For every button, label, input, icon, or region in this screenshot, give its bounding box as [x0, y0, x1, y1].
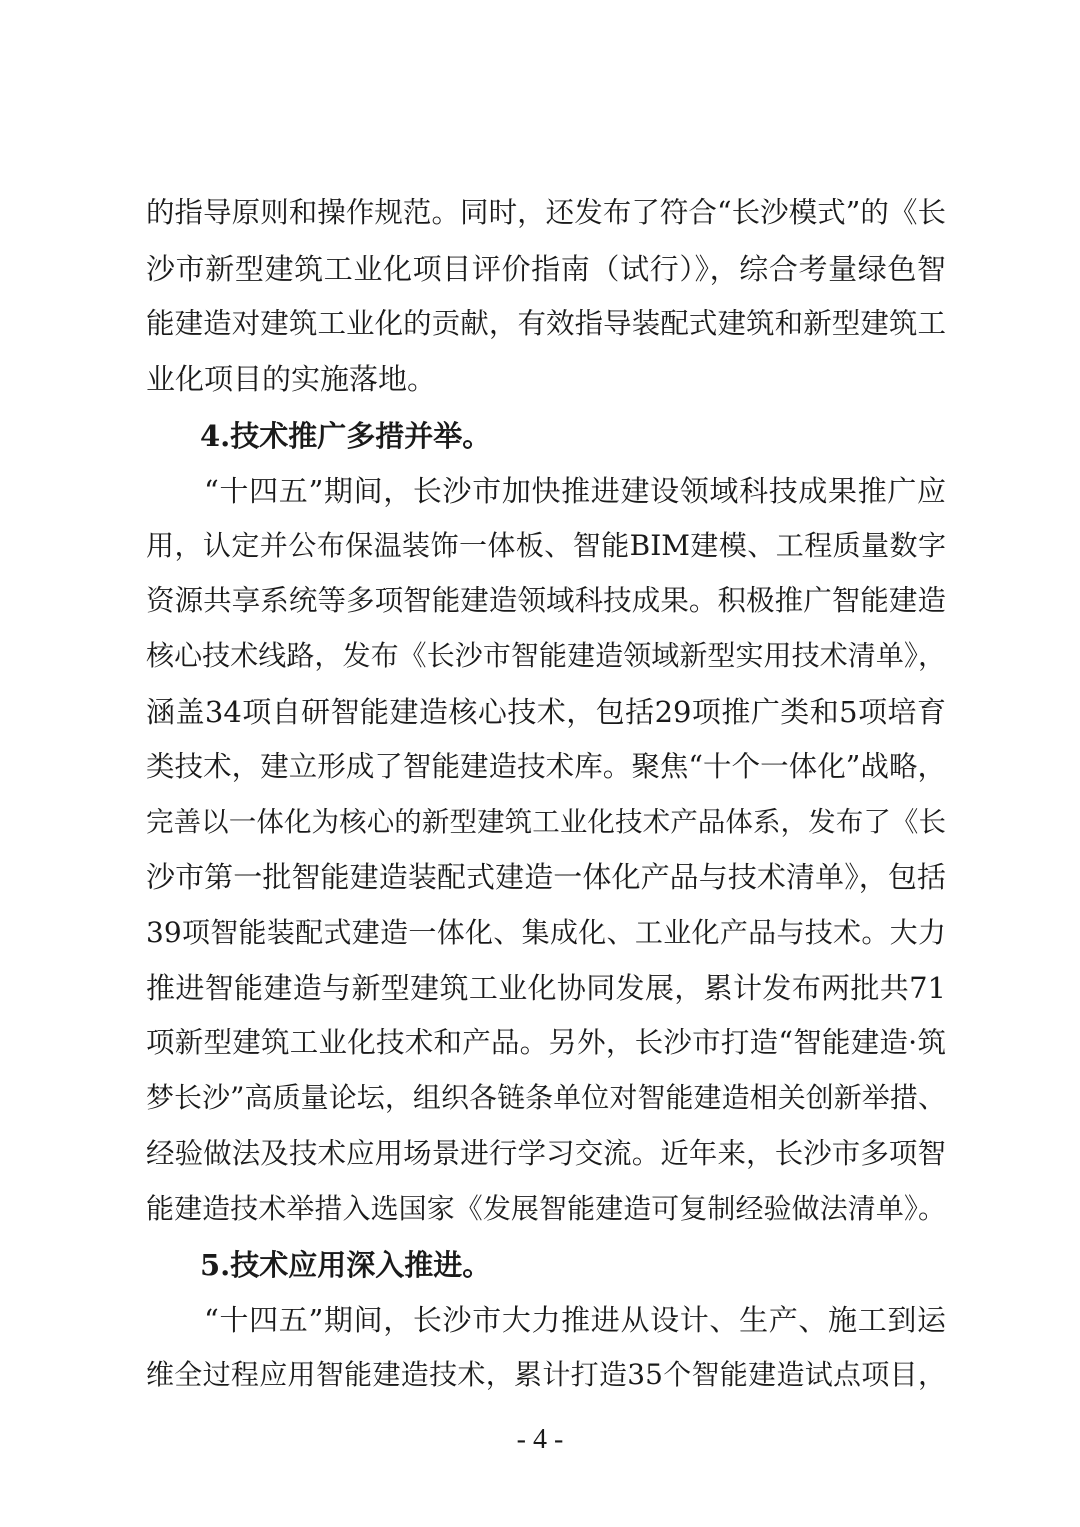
body-text-line: 项新型建筑工业化技术和产品。另外，长沙市打造“智能建造·筑 [146, 1026, 946, 1059]
body-text-line: 的指导原则和操作规范。同时，还发布了符合“长沙模式”的《长 [146, 196, 946, 229]
body-text-line: 经验做法及技术应用场景进行学习交流。近年来，长沙市多项智 [146, 1137, 946, 1170]
body-text-line: 涵盖34项自研智能建造核心技术，包括29项推广类和5项培育 [146, 695, 946, 729]
body-text-line: 能建造对建筑工业化的贡献，有效指导装配式建筑和新型建筑工 [146, 307, 946, 340]
body-text-line: 能建造技术举措入选国家《发展智能建造可复制经验做法清单》。 [146, 1192, 946, 1225]
body-text-line: 梦长沙”高质量论坛，组织各链条单位对智能建造相关创新举措、 [146, 1081, 946, 1114]
body-text-line: 核心技术线路，发布《长沙市智能建造领域新型实用技术清单》， [146, 639, 946, 672]
body-text-line: 资源共享系统等多项智能建造领域科技成果。积极推广智能建造 [146, 584, 946, 617]
section-heading: 4.技术推广多措并举。 [200, 419, 492, 453]
body-text-line: 业化项目的实施落地。 [146, 362, 437, 396]
body-text-line: 沙市新型建筑工业化项目评价指南（试行）》，综合考量绿色智 [146, 252, 946, 286]
body-text-line: 推进智能建造与新型建筑工业化协同发展，累计发布两批共71 [146, 971, 946, 1005]
body-text-line: “十四五”期间，长沙市加快推进建设领域科技成果推广应 [204, 474, 946, 508]
body-text-line: 维全过程应用智能建造技术，累计打造35个智能建造试点项目， [146, 1358, 946, 1391]
body-text-line: 沙市第一批智能建造装配式建造一体化产品与技术清单》，包括 [146, 860, 946, 894]
body-text-line: 完善以一体化为核心的新型建筑工业化技术产品体系，发布了《长 [146, 806, 946, 838]
body-text-line: 类技术，建立形成了智能建造技术库。聚焦“十个一体化”战略， [146, 750, 946, 783]
body-text-line: 用，认定并公布保温装饰一体板、智能BIM建模、工程质量数字 [146, 529, 946, 562]
body-text-line: 39项智能装配式建造一体化、集成化、工业化产品与技术。大力 [146, 916, 946, 949]
section-heading: 5.技术应用深入推进。 [200, 1248, 492, 1282]
page-number: - 4 - [516, 1424, 564, 1455]
body-text-line: “十四五”期间，长沙市大力推进从设计、生产、施工到运 [204, 1303, 946, 1337]
